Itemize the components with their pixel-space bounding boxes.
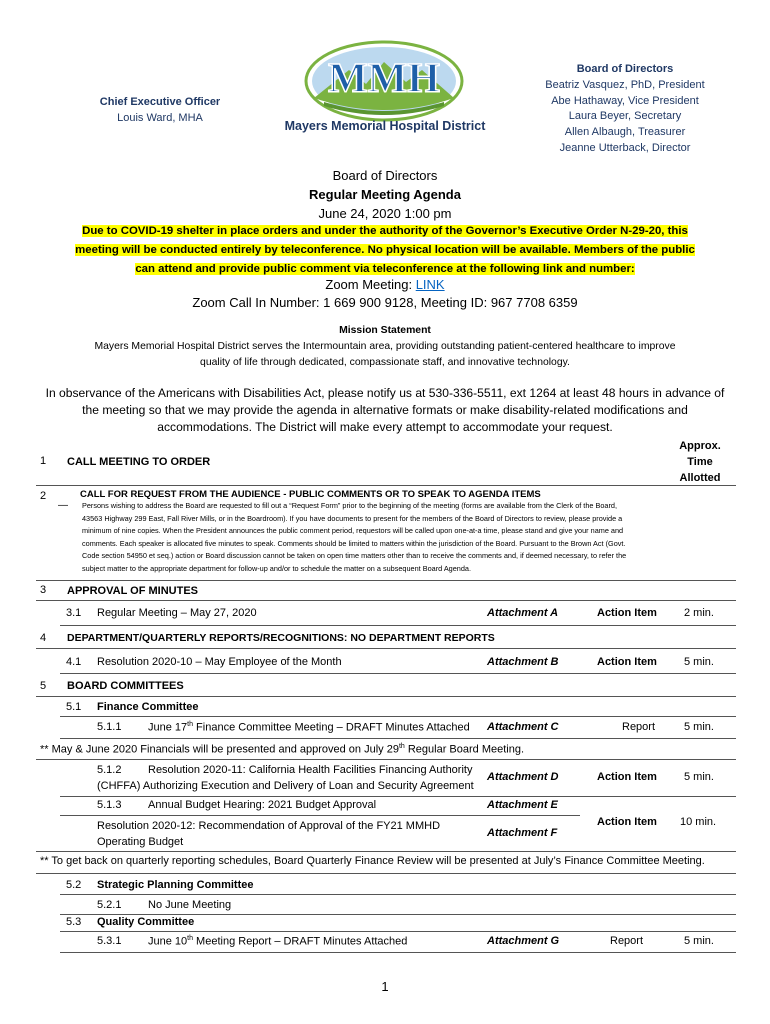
page-number: 1 (381, 979, 389, 994)
dash: — (58, 500, 68, 511)
divider (36, 759, 736, 760)
item-number: 5.3 (66, 916, 82, 928)
agenda-item-title: Regular Meeting – May 27, 2020 (97, 607, 257, 619)
divider (36, 873, 736, 874)
item-number: 5.2 (66, 879, 82, 891)
mission-block (0, 323, 770, 371)
meeting-body: Board of Directors (332, 168, 438, 183)
divider (60, 625, 736, 626)
divider (60, 894, 736, 895)
action-type: Report (610, 935, 644, 947)
divider (60, 673, 736, 674)
time-header: Approx. Time Allotted (679, 440, 721, 484)
title-block (0, 166, 770, 223)
item-number: 5.1 (66, 701, 82, 713)
item-number: 5.1.1 (97, 721, 122, 733)
agenda-item-title: Resolution 2020-10 – May Employee of the Month (97, 656, 342, 668)
item-number: 5.3.1 (97, 935, 122, 947)
action-type: Action Item (597, 771, 657, 783)
item-number: 5.1.3 (97, 799, 122, 811)
time-allotted: 5 min. (684, 721, 714, 733)
board-title: Board of Directors (576, 63, 674, 75)
item-number: 5 (40, 680, 47, 692)
item-number: 5.1.2 (97, 764, 122, 776)
divider (36, 485, 736, 486)
item-number: 1 (40, 455, 47, 467)
agenda-item-title: No June Meeting (148, 899, 232, 911)
item-number: 5.2.1 (97, 899, 122, 911)
page-title: Regular Meeting Agenda (309, 187, 461, 202)
agenda-item-title-cont: (CHFFA) Authorizing Execution and Delivery of Loan and Security Agreement (97, 780, 474, 792)
action-type: Action Item (597, 816, 657, 828)
covid-notice-line: meeting will be conducted entirely by teleconference. No physical location will be available. Members of the public (75, 244, 695, 256)
action-type: Report (622, 721, 656, 733)
divider (36, 696, 736, 697)
logo-text: MMH (328, 56, 440, 102)
agenda-item-title-cont: Operating Budget (97, 836, 184, 848)
item-number: 3 (40, 584, 47, 596)
divider (60, 815, 580, 816)
agenda-item-title: CALL FOR REQUEST FROM THE AUDIENCE - PUBLIC COMMENTS OR TO SPEAK TO AGENDA ITEMS (80, 489, 541, 500)
time-allotted: 5 min. (684, 935, 714, 947)
board-member: Beatriz Vasquez, PhD, President (545, 78, 705, 91)
public-comment-text: Persons wishing to address the Board are requested to fill out a “Request Form” prior to the beginning of the meeting (forms are available from the Clerk of the Board, 43563 Highway 299 East, Fall River Mills, or in the Boardroom). If you have documents to present for the members of the Board of Directors to review, please provide a minimum of nine copies. When the President announces the public comment period, requestors will be called upon one-at-a time, please stand and give your name and comments. Each speaker is allocated five minutes to speak. Comments should be limited to matters within the jurisdiction of the Board. Pursuant to the Brown Act (Govt. Code section 54950 et seq.) action or Board discussion cannot be taken on open time matters other than to receive the comments and, if deemed necessary, to refer the subject matter to the appropriate department for follow-up and/or to schedule the matter on a subsequent Board Agenda. (82, 501, 627, 573)
quarterly-note: ** To get back on quarterly reporting schedules, Board Quarterly Finance Review will be presented at July’s Finance Committee Meeting. (40, 855, 705, 867)
attachment-label[interactable]: Attachment A (487, 607, 559, 619)
ceo-title: Chief Executive Officer (99, 96, 221, 108)
item-number: 4.1 (66, 656, 82, 668)
agenda-item-title: June 17th Finance Committee Meeting – DRAFT Minutes Attached (148, 721, 470, 734)
mission-line: Mayers Memorial Hospital District serves the Intermountain area, providing outstanding patient-centered healthcare to improve (94, 341, 676, 352)
attachment-label[interactable]: Attachment D (487, 771, 559, 783)
ceo-block (60, 94, 260, 126)
agenda-item-title: June 10th Meeting Report – DRAFT Minutes Attached (148, 935, 408, 948)
board-member: Allen Albaugh, Treasurer (564, 126, 686, 139)
meeting-datetime: June 24, 2020 1:00 pm (318, 206, 452, 221)
logo (304, 40, 464, 122)
divider (36, 648, 736, 649)
divider (36, 600, 736, 601)
time-allotted: 5 min. (684, 656, 714, 668)
covid-notice (40, 222, 730, 279)
divider (36, 851, 736, 852)
attachment-label[interactable]: Attachment E (487, 799, 558, 811)
ada-notice (20, 385, 750, 436)
divider (60, 914, 736, 915)
agenda-item-title: Resolution 2020-11: California Health Facilities Financing Authority (148, 764, 473, 776)
time-allotted: 2 min. (684, 607, 714, 619)
attachment-label[interactable]: Attachment G (487, 935, 560, 947)
divider (60, 738, 736, 739)
ceo-name: Louis Ward, MHA (117, 112, 203, 124)
board-member: Abe Hathaway, Vice President (551, 94, 699, 107)
item-number: 3.1 (66, 607, 82, 619)
ada-line: the meeting so that we may provide the agenda in alternative formats or make disability-related modifications and (82, 403, 688, 417)
agenda-item-title: DEPARTMENT/QUARTERLY REPORTS/RECOGNITIONS: NO DEPARTMENT REPORTS (67, 632, 495, 644)
covid-notice-line: can attend and provide public comment via teleconference at the following link and number: (135, 263, 635, 275)
divider (60, 952, 736, 953)
attachment-label[interactable]: Attachment C (487, 721, 559, 733)
item-number: 4 (40, 632, 47, 644)
divider (36, 580, 736, 581)
action-type: Action Item (597, 656, 657, 668)
item-number: 2 (40, 490, 47, 502)
time-allotted: 5 min. (684, 771, 714, 783)
divider (60, 716, 736, 717)
agenda-item-title: Annual Budget Hearing: 2021 Budget Approval (148, 799, 377, 811)
zoom-block (0, 276, 770, 312)
board-member: Jeanne Utterback, Director (559, 141, 691, 154)
financials-note: ** May & June 2020 Financials will be presented and approved on July 29th Regular Board Meeting. (40, 743, 525, 756)
ada-line: accommodations. The District will make every attempt to accommodate your request. (157, 420, 613, 434)
agenda-item-title: Quality Committee (97, 916, 195, 928)
covid-notice-line: Due to COVID-19 shelter in place orders and under the authority of the Governor’s Executive Order N-29-20, this (82, 225, 688, 237)
divider (60, 796, 736, 797)
mission-line: quality of life through dedicated, compassionate staff, and innovative technology. (200, 357, 570, 368)
attachment-label[interactable]: Attachment F (487, 827, 558, 839)
board-member: Laura Beyer, Secretary (568, 110, 682, 123)
agenda-item-title: BOARD COMMITTEES (67, 680, 184, 692)
attachment-label[interactable]: Attachment B (487, 656, 559, 668)
agenda-item-title: CALL MEETING TO ORDER (67, 456, 211, 468)
zoom-label: Zoom Meeting: (325, 277, 416, 292)
agenda-item-title: APPROVAL OF MINUTES (67, 585, 198, 597)
district-name: Mayers Memorial Hospital District (284, 119, 486, 133)
mission-heading: Mission Statement (339, 325, 431, 336)
mmh-logo-icon (304, 40, 464, 122)
ada-line: In observance of the Americans with Disabilities Act, please notify us at 530-336-5511, ext 1264 at least 48 hours in advance of (45, 386, 725, 400)
divider (60, 931, 736, 932)
zoom-link[interactable]: LINK (415, 277, 445, 292)
action-type: Action Item (597, 607, 657, 619)
zoom-call-in: Zoom Call In Number: 1 669 900 9128, Meeting ID: 967 7708 6359 (192, 295, 578, 310)
agenda-item-title: Strategic Planning Committee (97, 879, 254, 891)
time-allotted: 10 min. (680, 816, 717, 828)
board-block (510, 62, 740, 157)
agenda-item-title: Finance Committee (97, 701, 199, 713)
agenda-item-title: Resolution 2020-12: Recommendation of Approval of the FY21 MMHD (97, 820, 441, 832)
